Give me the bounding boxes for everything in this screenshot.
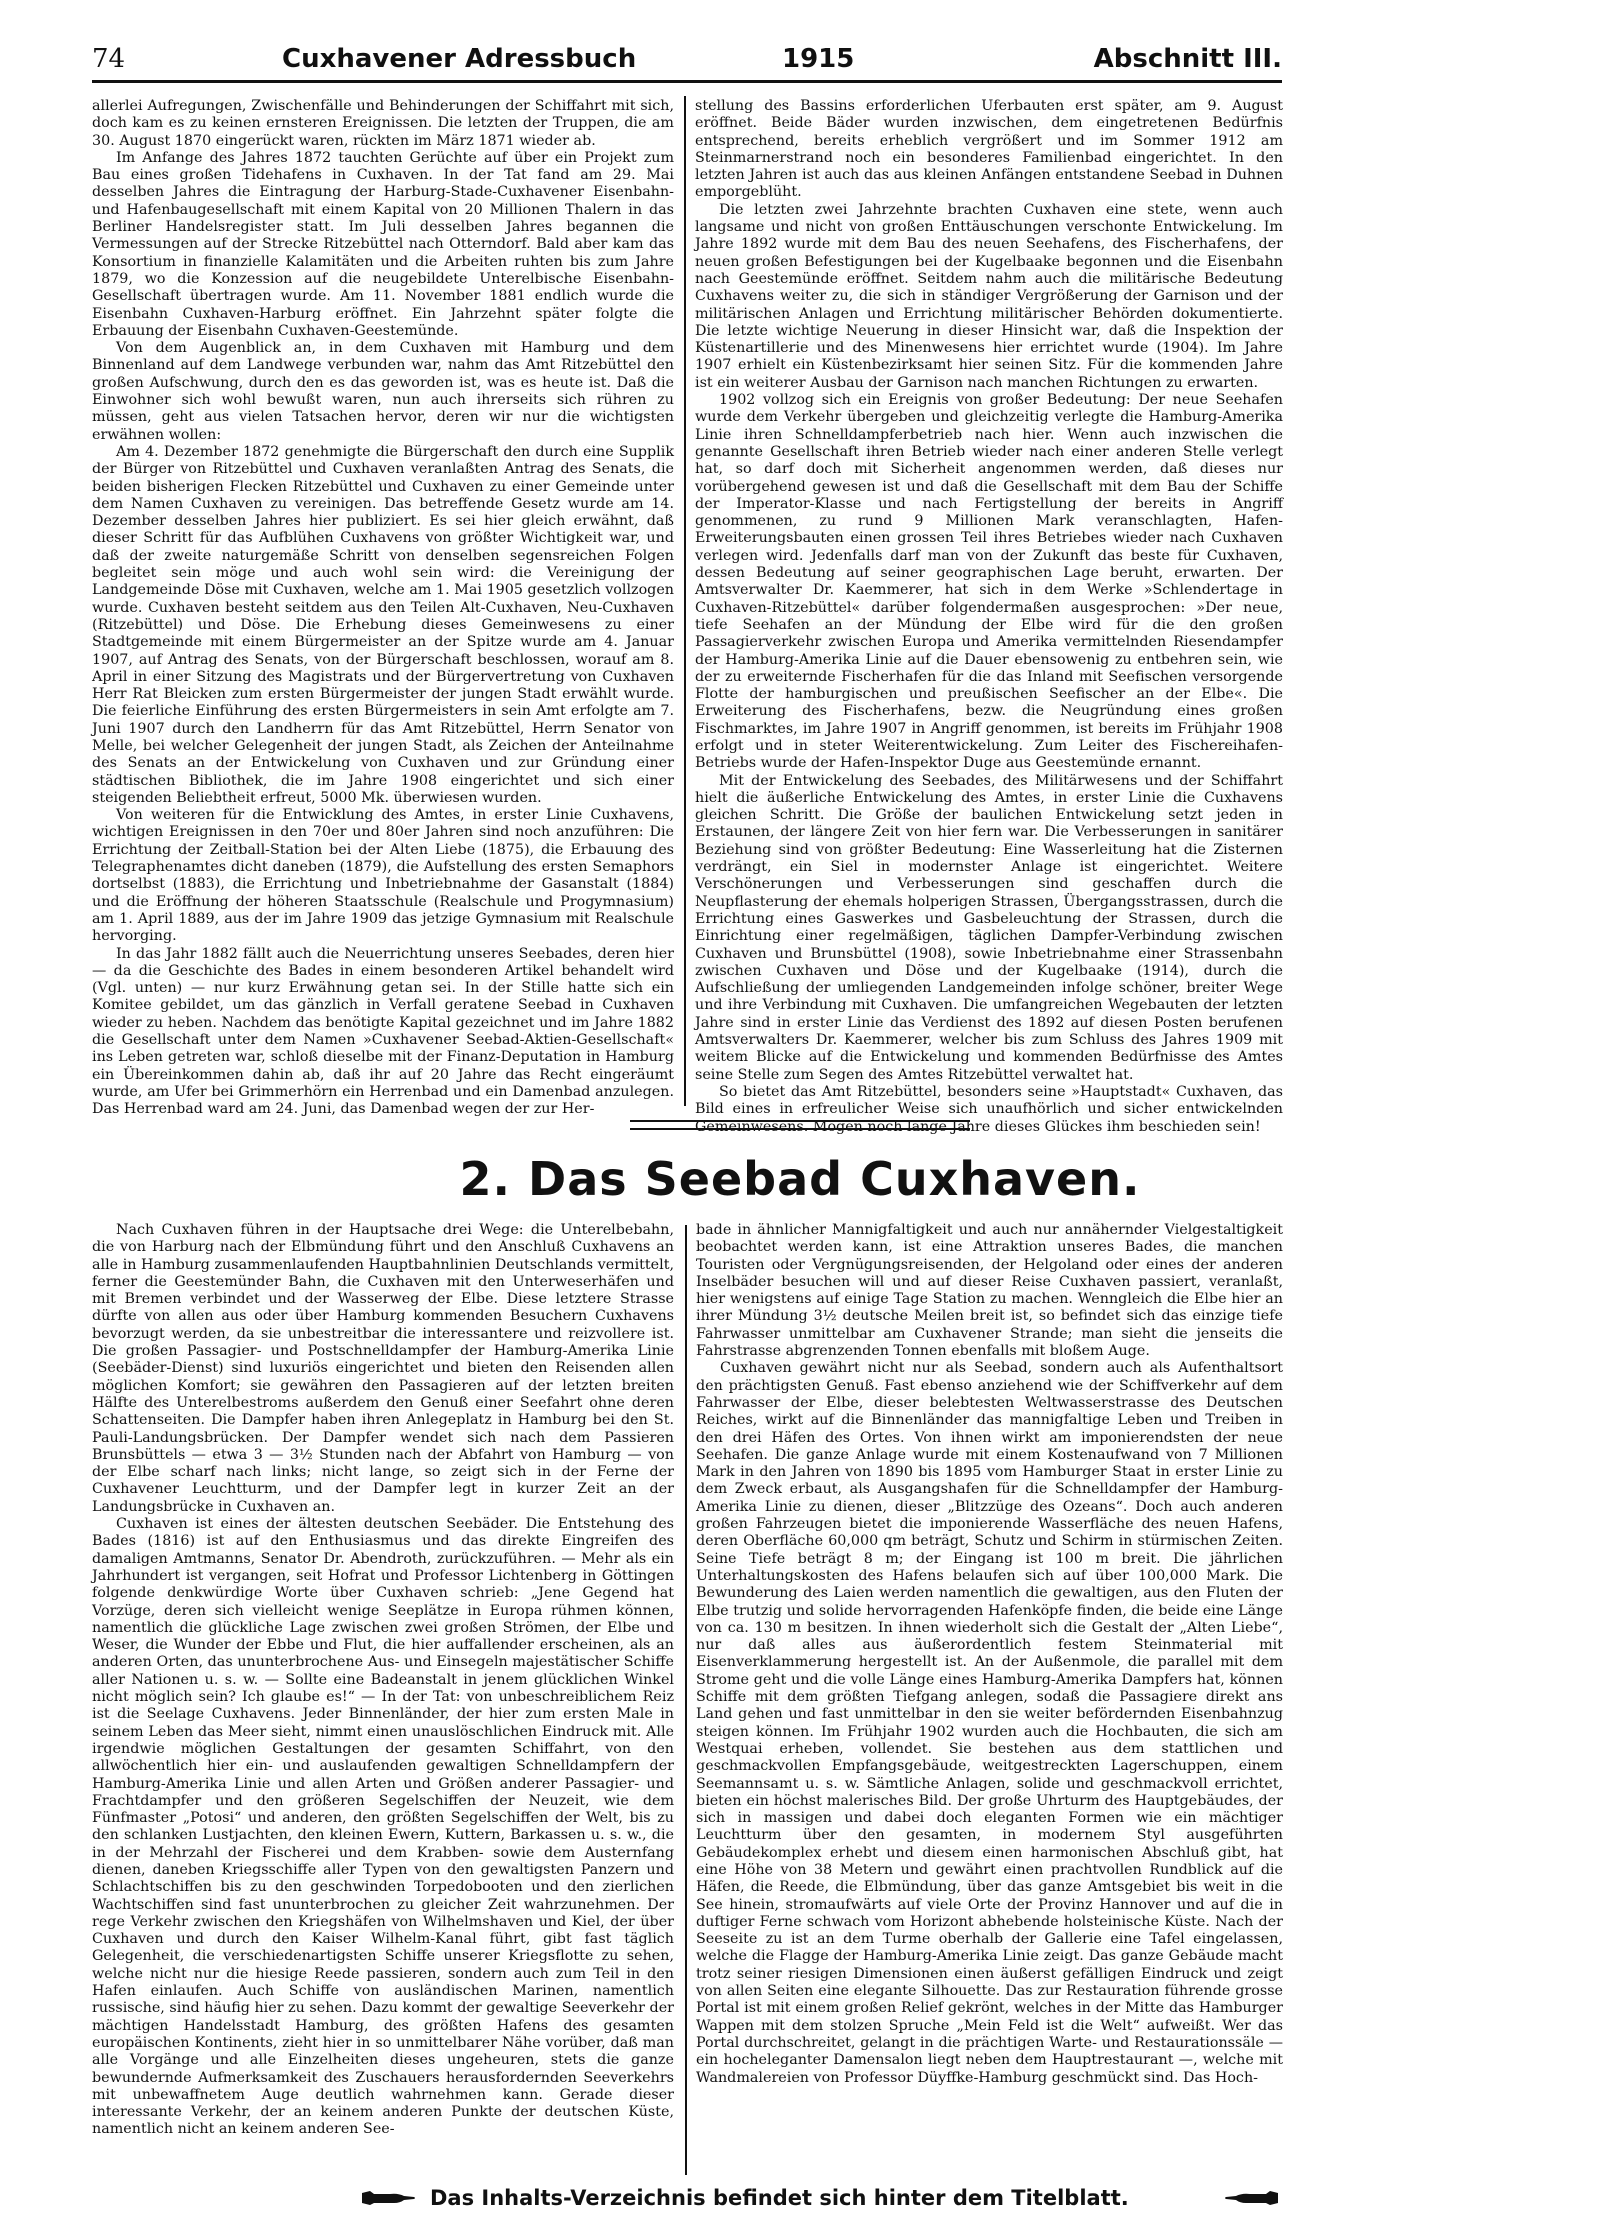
bottom-left-column xyxy=(92,1222,674,2177)
paragraph: Cuxhaven gewährt nicht nur als Seebad, sondern auch als Aufenthaltsort den prächtigsten Genuß. Fast ebenso anziehend wie der Schiffverkehr auf dem Fahrwasser der Elbe, dieser belebtesten Weltwasserstrasse des Deutschen Reiches, wirkt auf die Binnenländer das mannigfaltige Leben und Treiben in den drei Häfen des Ortes. Von ihnen wirkt am imponierendsten der neue Seehafen. Die ganze Anlage wurde mit einem Kostenaufwand von 7 Millionen Mark in den Jahren von 1890 bis 1895 vom Hamburger Staat in erster Linie zu dem Zweck erbaut, als Ausgangshafen für die Schnelldampfer der Hamburg-Amerika Linie zu dienen, dieser „Blitzzüge des Ozeans“. Doch auch anderen großen Fahrzeugen bietet die imponierende Wasserfläche des neuen Hafens, deren Oberfläche 60,000 qm beträgt, Schutz und Schirm in stürmischen Zeiten. Seine Tiefe beträgt 8 m; der Eingang ist 100 m breit. Die jährlichen Unterhaltungskosten des Hafens belaufen sich auf über 100,000 Mark. Die Bewunderung des Laien werden namentlich die gewaltigen, aus den Fluten der Elbe trutzig und solide hervorragenden Hafenköpfe finden, die beide eine Länge von ca. 130 m besitzen. In ihnen wiederholt sich die Gestalt der „Alten Liebe“, nur daß alles aus äußerordentlich festem Steinmaterial mit Eisenverklammerung hergestellt ist. An der Außenmole, die parallel mit dem Strome geht und die volle Länge eines Hamburg-Amerika Dampfers hat, können Schiffe mit dem größten Tiefgang anlegen, sodaß die Passagiere direkt ans Land gehen und fast unmittelbar in den sie weiter befördernden Eisenbahnzug steigen können. Im Frühjahr 1902 wurden auch die Hochbauten, die sich am Westquai erheben, vollendet. Sie bestehen aus dem stattlichen und geschmackvollen Empfangsgebäude, weitgestreckten Lagerschuppen, einem Seemannsamt u. s. w. Sämtliche Anlagen, solide und geschmackvoll errichtet, bieten ein höchst malerisches Bild. Der große Uhrturm des Hauptgebäudes, der sich in massigen und dabei doch eleganten Formen wie ein mächtiger Leuchtturm über den gesamten, in modernem Styl ausgeführten Gebäudekomplex erhebt und diesem einen harmonischen Abschluß gibt, hat eine Höhe von 38 Metern und gewährt einen prachtvollen Rundblick auf die Häfen, die Reede, die Elbmündung, über das ganze Amtsgebiet bis weit in die See hinein, stromaufwärts auf viele Orte der Provinz Hannover und auf die in duftiger Ferne schwach vom Horizont abhebende holsteinische Küste. Nach der Seeseite zu ist an dem Turme oberhalb der Gallerie eine Tafel eingelassen, welche die Flagge der Hamburg-Amerika Linie zeigt. Das ganze Gebäude macht trotz seiner riesigen Dimensionen einen äußerst gefälligen Eindruck und zeigt von allen Seiten eine elegante Silhouette. Das zur Restauration führende grosse Portal ist mit einem großen Relief gekrönt, welches in der Mitte das Hamburger Wappen mit dem stolzen Spruche „Mein Feld ist die Welt“ aufweißt. Wer das Portal durchschreitet, gelangt in die prächtigen Warte- und Restaurationssäle — ein hocheleganter Damensalon liegt neben dem Hauptrestaurant —, welche mit Wandmalereien von Professor Düyffke-Hamburg geschmückt sind. Das Hoch- xyxy=(696,1360,1283,2086)
page-number: 74 xyxy=(92,44,126,74)
section-divider xyxy=(630,1120,970,1130)
paragraph: Im Anfange des Jahres 1872 tauchten Gerüchte auf über ein Projekt zum Bau eines großen Tidehafens in Cuxhaven. In der Tat fand am 29. Mai desselben Jahres die Eintragung der Harburg-Stade-Cuxhavener Eisenbahn- und Hafenbaugesellschaft mit einem Kapital von 20 Millionen Thalern in das Berliner Handelsregister statt. Im Juli desselben Jahres begannen die Vermessungen auf der Strecke Ritzebüttel nach Otterndorf. Bald aber kam das Konsortium in finanzielle Kalamitäten und die Arbeiten ruhten bis zum Jahre 1879, wo die Konzession auf die neugebildete Unterelbische Eisenbahn-Gesellschaft übertragen wurde. Am 11. November 1881 endlich wurde die Eisenbahn Cuxhaven-Harburg eröffnet. Ein Jahrzehnt später folgte die Erbauung der Eisenbahn Cuxhaven-Geestemünde. xyxy=(92,149,674,339)
paragraph: Die letzten zwei Jahrzehnte brachten Cuxhaven eine stete, wenn auch langsame und nicht von großen Enttäuschungen verschonte Entwickelung. Im Jahre 1892 wurde mit dem Bau des neuen Seehafens, des Fischerhafens, der neuen großen Befestigungen bei der Kugelbaake begonnen und die Eisenbahn nach Geestemünde eröffnet. Seitdem nahm auch die militärische Bedeutung Cuxhavens weiter zu, die sich in ständiger Vergrößerung der Garnison und der militärischen Anlagen und Errichtung militärischer Behörden dokumentierte. Die letzte wichtige Neuerung in dieser Hinsicht war, daß die Inspektion der Küstenartillerie und des Minenwesens hier errichtet wurde (1904). Im Jahre 1907 erhielt ein Küstenbezirksamt hier seinen Sitz. Für die kommenden Jahre ist ein weiterer Ausbau der Garnison nach manchen Richtungen zu erwarten. xyxy=(695,201,1283,391)
paragraph: allerlei Aufregungen, Zwischenfälle und Behinderungen der Schiffahrt mit sich, doch kam es zu keinen ernsteren Ereignissen. Die letzten der Truppen, die am 30. August 1870 eingerückt waren, rückten im März 1871 wieder ab. xyxy=(92,98,674,149)
paragraph: So bietet das Amt Ritzebüttel, besonders seine »Hauptstadt« Cuxhaven, das Bild eines in erfreulicher Weise sich unaufhörlich und sicher entwickelnden Gemeinwesens. Mögen noch lange Jahre dieses Glückes ihm beschieden sein! xyxy=(695,1083,1283,1135)
section-label: Abschnitt III. xyxy=(1093,44,1282,74)
column-divider xyxy=(684,96,686,1106)
paragraph: Mit der Entwickelung des Seebades, des Militärwesens und der Schiffahrt hielt die äußerliche Entwickelung des Amtes, in erster Linie die Cuxhavens gleichen Schritt. Die Größe der baulichen Entwickelung setzt jeden in Erstaunen, der längere Zeit von hier fern war. Die Verbesserungen in sanitärer Beziehung sind von größter Bedeutung: Eine Wasserleitung hat die Zisternen verdrängt, ein Siel in modernster Anlage ist eingerichtet. Weitere Verschönerungen und Verbesserungen sind geschaffen durch die Neupflasterung der ehemals holperigen Strassen, Übergangsstrassen, durch die Errichtung eines Gaswerkes und Gasbeleuchtung der Strassen, durch die Einrichtung einer regelmäßigen, täglichen Dampfer-Verbindung zwischen Cuxhaven und Brunsbüttel (1908), sowie Inbetriebnahme einer Strassenbahn zwischen Cuxhaven und Döse und der Kugelbaake (1914), durch die Aufschließung der umliegenden Landgemeinden infolge schöner, breiter Wege und ihre Verbindung mit Cuxhaven. Die umfangreichen Wegebauten der letzten Jahre sind in erster Linie das Verdienst des 1892 auf diesen Posten berufenen Amtsverwalters Dr. Kaemmerer, welcher bis zum Schluss des Jahres 1909 mit weitem Blicke auf die Entwickelung und kommenden Bedürfnisse des Amtes seine Stelle zum Segen des Amtes Ritzebüttel verwaltet hat. xyxy=(695,772,1283,1083)
column-divider xyxy=(685,1225,687,2175)
pointing-hand-right-icon xyxy=(360,2188,416,2208)
top-left-column xyxy=(92,98,674,1118)
top-right-column xyxy=(695,98,1283,1135)
header-year: 1915 xyxy=(782,44,855,74)
footer-text: Das Inhalts-Verzeichnis befindet sich hinter dem Titelblatt. xyxy=(430,2186,1129,2210)
pointing-hand-left-icon xyxy=(1224,2188,1280,2208)
paragraph: Nach Cuxhaven führen in der Hauptsache drei Wege: die Unterelbebahn, die von Harburg nach der Elbmündung führt und den Anschluß Cuxhavens an alle in Hamburg zusammenlaufenden Hauptbahnlinien Deutschlands vermittelt, ferner die Geestemünder Bahn, die Cuxhaven mit den Unterweserhäfen und mit Bremen verbindet und der Wasserweg der Elbe. Diese letztere Strasse dürfte von allen aus oder über Hamburg kommenden Besuchern Cuxhavens bevorzugt werden, da sie unbestreitbar die interessantere und reizvollere ist. Die großen Passagier- und Postschnelldampfer der Hamburg-Amerika Linie (Seebäder-Dienst) sind luxuriös eingerichtet und bieten den Reisenden allen möglichen Komfort; sie gewähren den Passagieren auf der letzten breiten Hälfte des Unterelbestroms außerdem den Genuß einer Seefahrt ohne deren Schattenseiten. Die Dampfer haben ihren Anlegeplatz in Hamburg bei den St. Pauli-Landungsbrücken. Der Dampfer wendet sich nach dem Passieren Brunsbüttels — etwa 3 — 3½ Stunden nach der Abfahrt von Hamburg — von der Elbe scharf nach links; nicht lange, so zeigt sich in der Ferne der Cuxhavener Leuchtturm, und der Dampfer legt in kurzer Zeit an der Landungsbrücke in Cuxhaven an. xyxy=(92,1222,674,1515)
paragraph: In das Jahr 1882 fällt auch die Neuerrichtung unseres Seebades, deren hier — da die Geschichte des Bades in einem besonderen Artikel behandelt wird (Vgl. unten) — nur kurz Erwähnung getan sei. In der Stille hatte sich ein Komitee gebildet, um das gänzlich in Verfall geratene Seebad in Cuxhaven wieder zu heben. Nachdem das benötigte Kapital gezeichnet und im Jahre 1882 die Gesellschaft unter dem Namen »Cuxhavener Seebad-Aktien-Gesellschaft« ins Leben getreten war, schloß dieselbe mit der Finanz-Deputation in Hamburg ein Übereinkommen dahin ab, daß ihr auf 20 Jahre das Recht eingeräumt wurde, am Ufer bei Grimmerhörn ein Herrenbad und ein Damenbad anzulegen. Das Herrenbad ward am 24. Juni, das Damenbad wegen der zur Her- xyxy=(92,945,674,1118)
paragraph: stellung des Bassins erforderlichen Uferbauten erst später, am 9. August eröffnet. Beide Bäder wurden inzwischen, dem eingetretenen Bedürfnis entsprechend, bereits erheblich vergrößert und im Sommer 1912 am Steinmarnerstrand noch ein besonderes Familienbad eingerichtet. In den letzten Jahren ist auch das aus kleinen Anfängen entstandene Seebad in Duhnen emporgeblüht. xyxy=(695,98,1283,201)
paragraph: Cuxhaven ist eines der ältesten deutschen Seebäder. Die Entstehung des Bades (1816) ist auf den Enthusiasmus und das direkte Eingreifen des damaligen Amtmanns, Senator Dr. Abendroth, zurückzuführen. — Mehr als ein Jahrhundert ist vergangen, seit Hofrat und Professor Lichtenberg in Göttingen folgende denkwürdige Worte über Cuxhaven schrieb: „Jene Gegend hat Vorzüge, deren sich vielleicht wenige Seeplätze in Europa rühmen können, namentlich die glückliche Lage zwischen zwei großen Strömen, der Elbe und Weser, die Wunder der Ebbe und Flut, die hier auffallender erscheinen, als an anderen Orten, das ununterbrochene Aus- und Einsegeln majestätischer Schiffe aller Nationen u. s. w. — Sollte eine Badeanstalt in jenem glücklichen Winkel nicht möglich sein? Ich glaube es!“ — In der Tat: von unbeschreiblichem Reiz ist die Seelage Cuxhavens. Jeder Binnenländer, der hier zum ersten Male in seinem Leben das Meer sieht, nimmt einen unauslöschlichen Eindruck mit. Alle irgendwie möglichen Gestaltungen der gesamten Schiffahrt, von den allwöchentlich hier ein- und auslaufenden gewaltigen Schnelldampfern der Hamburg-Amerika Linie und allen Arten und Größen anderer Passagier- und Frachtdampfer und den größeren Segelschiffen der Neuzeit, wie dem Fünfmaster „Potosi“ und anderen, den größten Segelschiffen der Welt, bis zu den schlanken Lustjachten, den kleinen Ewern, Kuttern, Barkassen u. s. w., die in der Mehrzahl der Fischerei und dem Krabben- sowie dem Austernfang dienen, daneben Kriegsschiffe aller Typen von den gewaltigsten Panzern und Schlachtschiffen bis zu den geschwinden Torpedobooten und den zierlichen Wachtschiffen sind fast ununterbrochen zu gleicher Zeit wahrzunehmen. Der rege Verkehr zwischen den Kriegshäfen von Wilhelmshaven und Kiel, der über Cuxhaven und durch den Kaiser Wilhelm-Kanal führt, gibt fast täglich Gelegenheit, die verschiedenartigsten Schiffe unserer Kriegsflotte zu sehen, welche nicht nur die hiesige Reede passieren, sondern auch zum Teil in den Hafen einlaufen. Auch Schiffe von ausländischen Marinen, namentlich russische, sind häufig hier zu sehen. Dazu kommt der gewaltige Seeverkehr der mächtigen Handelsstadt Hamburg, des größten Hafens des gesamten europäischen Kontinents, zieht hier in so unmittelbarer Nähe vorüber, daß man alle Vorgänge und alle Einzelheiten dieses ungeheuren, stets die ganze bewundernde Aufmerksamkeit des Zuschauers herausfordernden Seeverkehrs mit unbewaffnetem Auge deutlich wahrnehmen kann. Gerade dieser interessante Verkehr, der an keinem anderen Punkte der deutschen Küste, namentlich nicht an keinem anderen See- xyxy=(92,1516,674,2138)
paragraph: bade in ähnlicher Mannigfaltigkeit und auch nur annähernder Vielgestaltigkeit beobachtet werden kann, ist eine Attraktion unseres Bades, die manchen Touristen oder Vergnügungsreisenden, der Helgoland oder eines der anderen Inselbäder besuchen will und auf dieser Reise Cuxhaven passiert, veranlaßt, hier wenigstens auf einige Tage Station zu machen. Wenngleich die Elbe hier an ihrer Mündung 3½ deutsche Meilen breit ist, so befindet sich das einzige tiefe Fahrwasser unmittelbar am Cuxhavener Strande; man sieht die jenseits die Fahrstrasse abgrenzenden Tonnen ebenfalls mit bloßem Auge. xyxy=(696,1222,1283,1360)
paragraph: Am 4. Dezember 1872 genehmigte die Bürgerschaft den durch eine Supplik der Bürger von Ritzebüttel und Cuxhaven veranlaßten Antrag des Senats, die beiden bisherigen Flecken Ritzebüttel und Cuxhaven zu einer Gemeinde unter dem Namen Cuxhaven zu vereinigen. Das betreffende Gesetz wurde am 14. Dezember desselben Jahres hier publiziert. Es sei hier gleich erwähnt, daß dieser Schritt für das Aufblühen Cuxhavens von größter Wichtigkeit war, und daß der zweite naturgemäße Schritt von denselben segensreichen Folgen begleitet sein möge und auch wohl sein wird: die Vereinigung der Landgemeinde Döse mit Cuxhaven, welche am 1. Mai 1905 gesetzlich vollzogen wurde. Cuxhaven besteht seitdem aus den Teilen Alt-Cuxhaven, Neu-Cuxhaven (Ritzebüttel) und Döse. Die Erhebung dieses Gemeinwesens zu einer Stadtgemeinde mit einem Bürgermeister an der Spitze wurde am 4. Januar 1907, auf Antrag des Senats, von der Bürgerschaft beschlossen, worauf am 8. April in einer Sitzung des Magistrats und der Bürgervertretung von Cuxhaven Herr Rat Bleicken zum ersten Bürgermeister der jungen Stadt erwählt wurde. Die feierliche Einführung des ersten Bürgermeisters in sein Amt erfolgte am 7. Juni 1907 durch den Landherrn für das Amt Ritzebüttel, Herrn Senator von Melle, bei welcher Gelegenheit der jungen Stadt, als Zeichen der Anteilnahme des Senats an der Entwickelung von Cuxhaven und zur Gründung einer städtischen Bibliothek, die im Jahre 1908 eingerichtet und sich einer steigenden Beliebtheit erfreut, 5000 Mk. überwiesen wurden. xyxy=(92,443,674,806)
paragraph: Von weiteren für die Entwicklung des Amtes, in erster Linie Cuxhavens, wichtigen Ereignissen in den 70er und 80er Jahren sind noch anzuführen: Die Errichtung der Zeitball-Station bei der Alten Liebe (1875), die Erbauung des Telegraphenamtes dicht daneben (1879), die Aufstellung des ersten Semaphors dortselbst (1883), die Errichtung und Inbetriebnahme der Gasanstalt (1884) und die Eröffnung der höheren Staatsschule (Realschule und Progymnasium) am 1. April 1889, aus der im Jahre 1909 das jetzige Gymnasium mit Realschule hervorging. xyxy=(92,807,674,945)
page-header xyxy=(92,40,1282,83)
footer-note xyxy=(360,2186,1280,2216)
chapter-title: 2. Das Seebad Cuxhaven. xyxy=(459,1152,1141,1206)
bottom-right-column xyxy=(696,1222,1283,2177)
paragraph: Von dem Augenblick an, in dem Cuxhaven mit Hamburg und dem Binnenland auf dem Landwege verbunden war, nahm das Amt Ritzebüttel den großen Aufschwung, durch den es das geworden ist, was es heute ist. Daß die Einwohner sich wohl bewußt waren, nun auch ihrerseits sich rühren zu müssen, geht aus vielen Tatsachen hervor, deren wir nur die wichtigsten erwähnen wollen: xyxy=(92,340,674,443)
running-title: Cuxhavener Adressbuch xyxy=(282,44,637,74)
paragraph: 1902 vollzog sich ein Ereignis von großer Bedeutung: Der neue Seehafen wurde dem Verkehr übergeben und gleichzeitig verlegte die Hamburg-Amerika Linie ihren Schnelldampferbetrieb nach hier. Wenn auch inzwischen die genannte Gesellschaft ihren Betrieb wieder nach einer anderen Stelle verlegt hat, so darf doch mit Sicherheit angenommen werden, daß dieses nur vorübergehend gewesen ist und daß die Gesellschaft mit dem Bau der Schiffe der Imperator-Klasse und nach Fertigstellung der bereits in Angriff genommenen, zu rund 9 Millionen Mark veranschlagten, Hafen-Erweiterungsbauten einen grossen Teil ihres Betriebes wieder nach Cuxhaven verlegen wird. Jedenfalls darf man von der Zukunft das beste für Cuxhaven, dessen Bedeutung auf seiner geographischen Lage beruht, erwarten. Der Amtsverwalter Dr. Kaemmerer, hat sich in dem Werke »Schlendertage in Cuxhaven-Ritzebüttel« darüber folgendermaßen ausgesprochen: »Der neue, tiefe Seehafen an der Mündung der Elbe wird für die den großen Passagierverkehr zwischen Europa und Amerika vermittelnden Riesendampfer der Hamburg-Amerika Linie auf die Dauer ebensowenig zu entbehren sein, wie der zu erweiternde Fischerhafen für die das Inland mit Seefischen versorgende Flotte der hamburgischen und preußischen Seefischer an der Elbe«. Die Erweiterung des Fischerhafens, bezw. die Neugründung eines großen Fischmarktes, im Jahre 1907 in Angriff genommen, ist bereits im Frühjahr 1908 erfolgt und in steter Weiterentwickelung. Zum Leiter des Fischereihafen-Betriebs wurde der Hafen-Inspektor Duge aus Geestemünde ernannt. xyxy=(695,392,1283,772)
